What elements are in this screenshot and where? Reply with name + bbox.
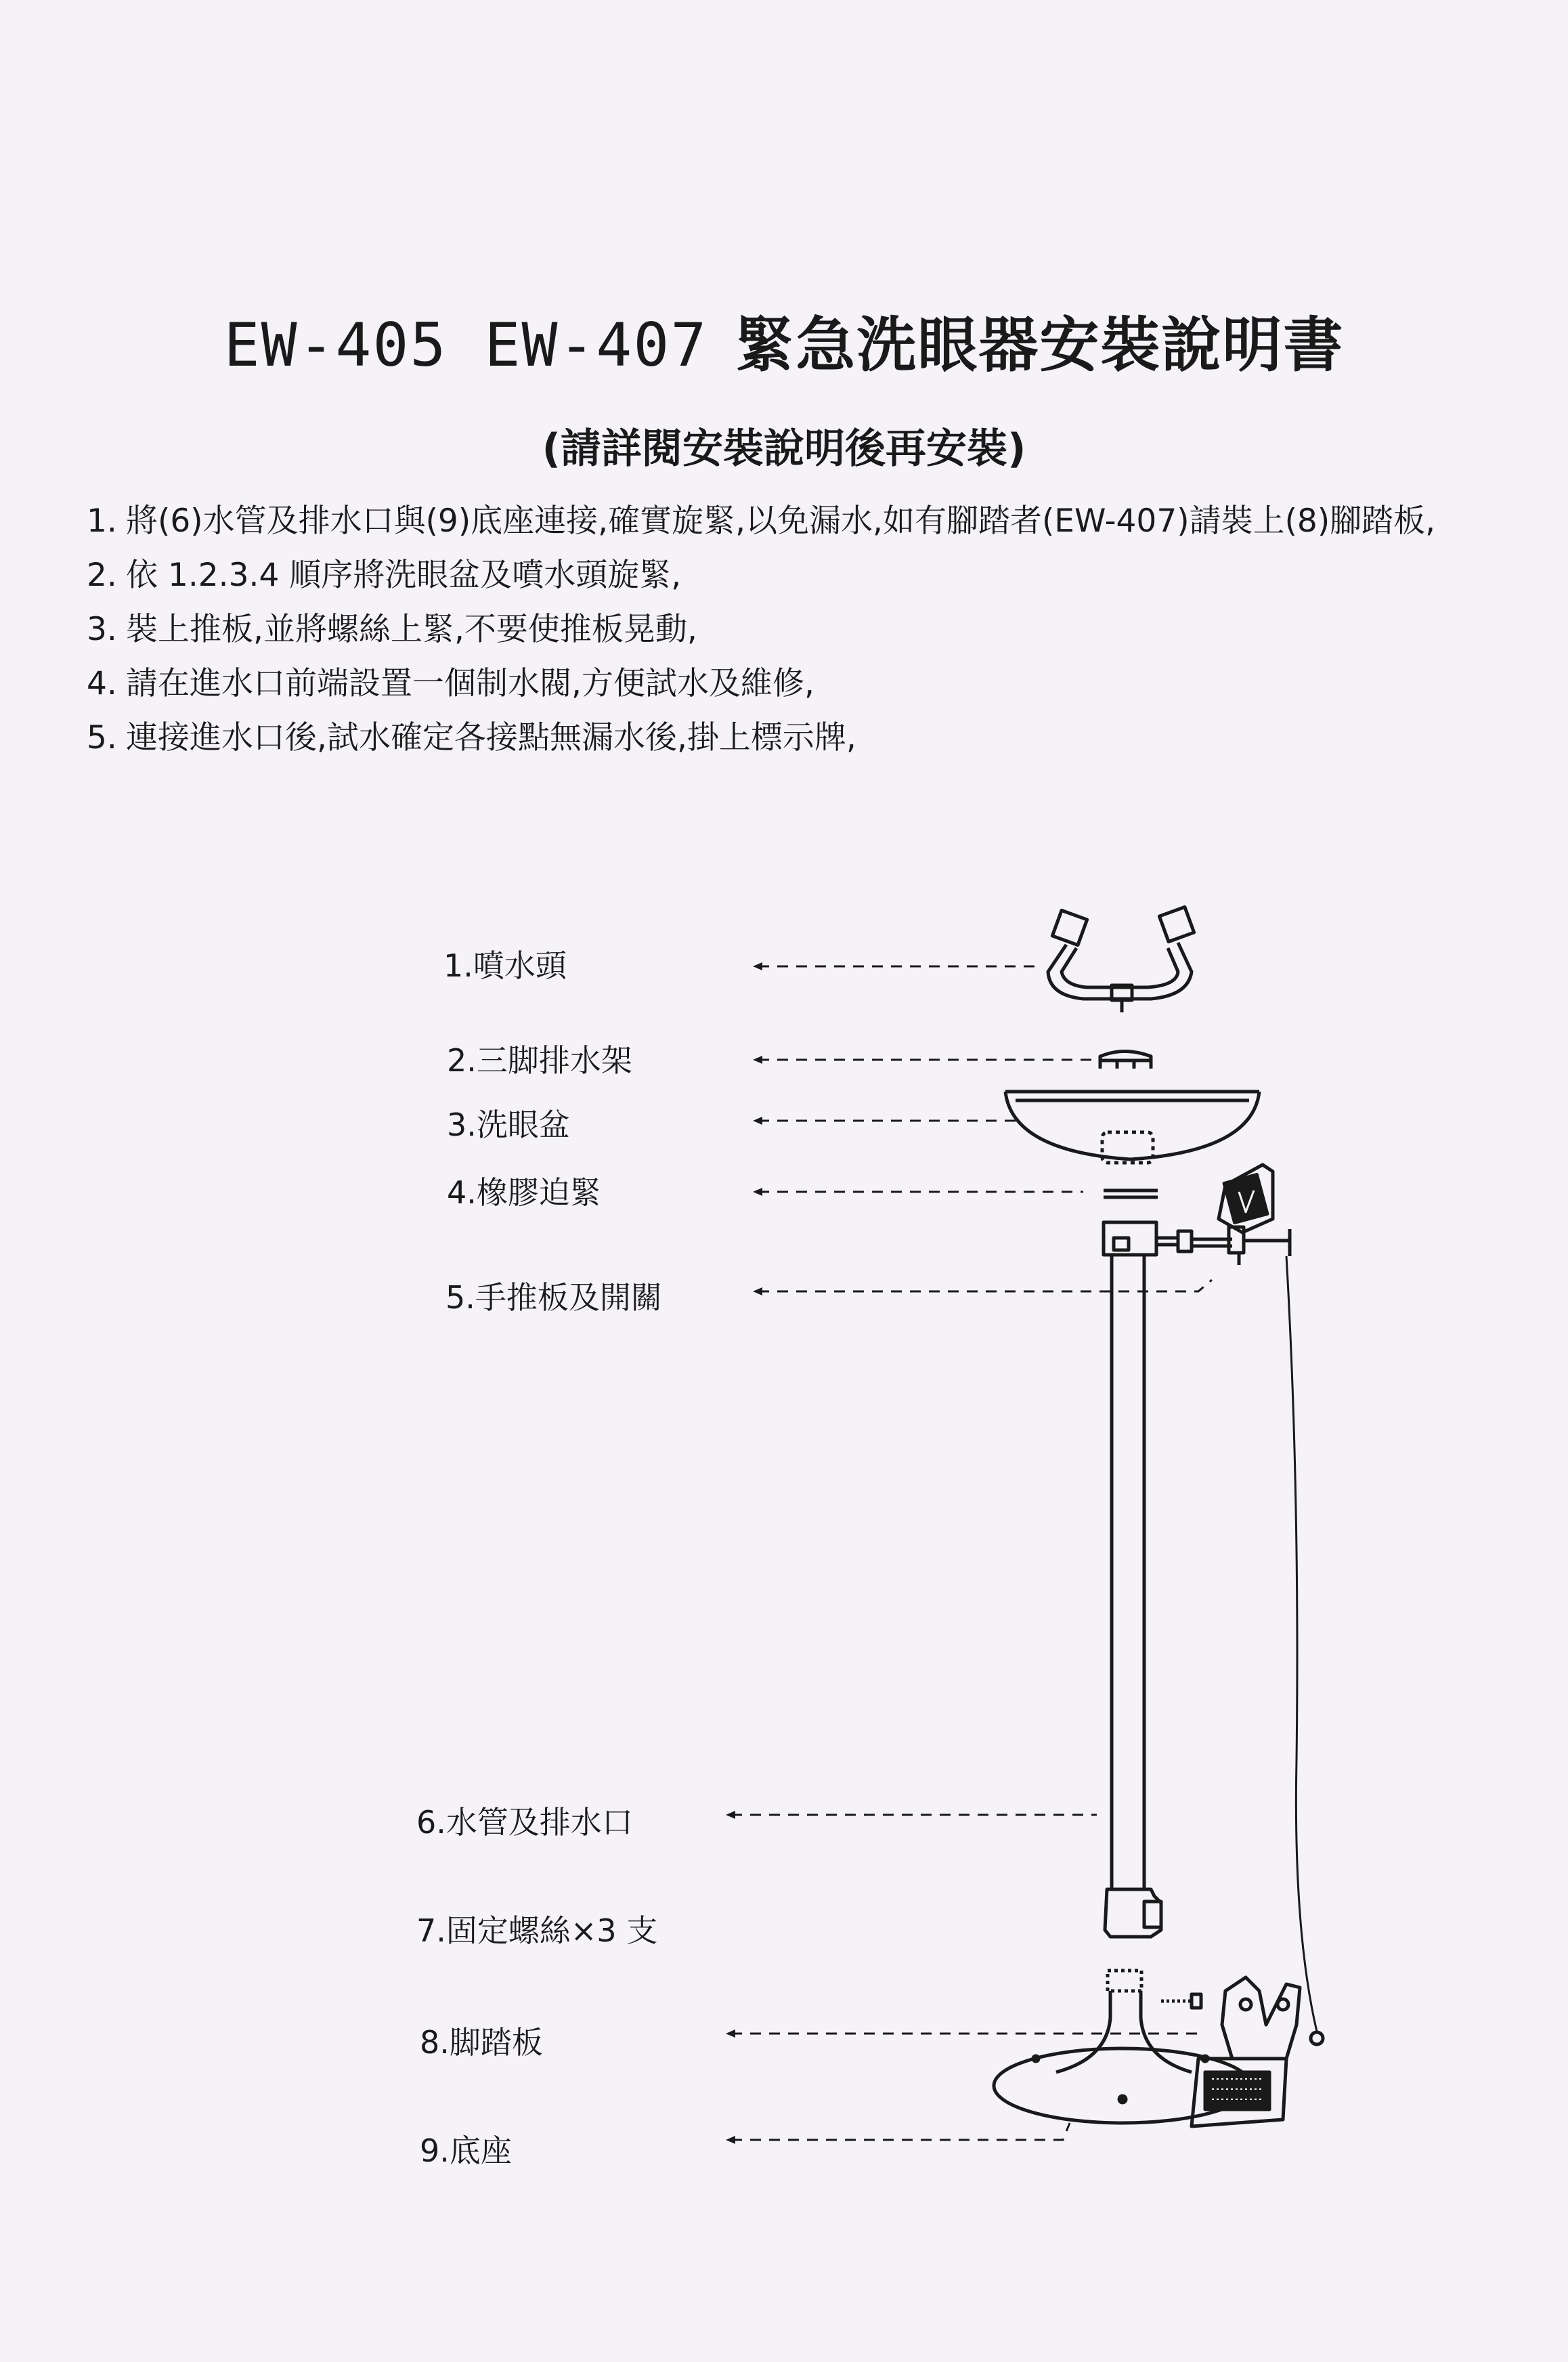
arrow-head xyxy=(753,1188,762,1196)
rubber-gasket-icon xyxy=(1102,1132,1158,1197)
model-codes: EW-405 EW-407 xyxy=(223,310,708,380)
push-plate-valve-icon xyxy=(1104,1165,1290,1265)
spray-head-icon xyxy=(1048,907,1194,1012)
arrow-head xyxy=(726,2136,735,2144)
step-text: 依 1.2.3.4 順序將洗眼盆及噴水頭旋緊, xyxy=(126,557,682,594)
subtitle: (請詳閱安裝說明後再安裝) xyxy=(542,425,1026,473)
part-label-pipe-drain: 6.水管及排水口 xyxy=(416,1804,633,1841)
arrow-head xyxy=(753,1117,762,1125)
water-pipe-icon xyxy=(1105,1255,1161,1937)
part-label-fixing-screws: 7.固定螺絲×3 支 xyxy=(416,1912,658,1949)
arrow-head xyxy=(753,1056,762,1064)
arrow-head xyxy=(726,2030,735,2038)
part-label-base: 9.底座 xyxy=(420,2132,512,2169)
leader-line xyxy=(731,2123,1070,2140)
fixing-screw-icon xyxy=(1161,1994,1201,2008)
title-text: 緊急洗眼器安裝說明書 xyxy=(735,310,1345,380)
foot-pedal-icon xyxy=(1192,1256,1323,2126)
step-number: 3. xyxy=(87,611,117,648)
drain-rack-icon xyxy=(1100,1052,1151,1069)
part-label-push-plate-valve: 5.手推板及開關 xyxy=(445,1279,662,1316)
part-label-drain-rack: 2.三脚排水架 xyxy=(447,1042,632,1079)
step-number: 4. xyxy=(87,665,117,702)
step-text: 連接進水口後,試水確定各接點無漏水後,掛上標示牌, xyxy=(126,719,856,756)
part-label-spray-head: 1.噴水頭 xyxy=(443,947,567,984)
step-number: 5. xyxy=(87,719,117,756)
step-text: 裝上推板,並將螺絲上緊,不要使推板晃動, xyxy=(126,611,697,648)
part-label-rubber-gasket: 4.橡膠迫緊 xyxy=(447,1174,601,1211)
arrow-head xyxy=(753,962,762,970)
arrow-head xyxy=(753,1287,762,1295)
eyewash-bowl-icon xyxy=(1005,1092,1259,1159)
step-text: 請在進水口前端設置一個制水閥,方便試水及維修, xyxy=(126,665,814,702)
step-text: 將(6)水管及排水口與(9)底座連接,確實旋緊,以免漏水,如有腳踏者(EW-407)請裝上(8)腳踏板, xyxy=(126,502,1436,540)
step-number: 1. xyxy=(87,502,117,540)
step-number: 2. xyxy=(87,557,117,594)
part-label-foot-pedal: 8.脚踏板 xyxy=(420,2024,543,2061)
part-label-eyewash-bowl: 3.洗眼盆 xyxy=(447,1107,570,1143)
arrow-head xyxy=(726,1811,735,1819)
